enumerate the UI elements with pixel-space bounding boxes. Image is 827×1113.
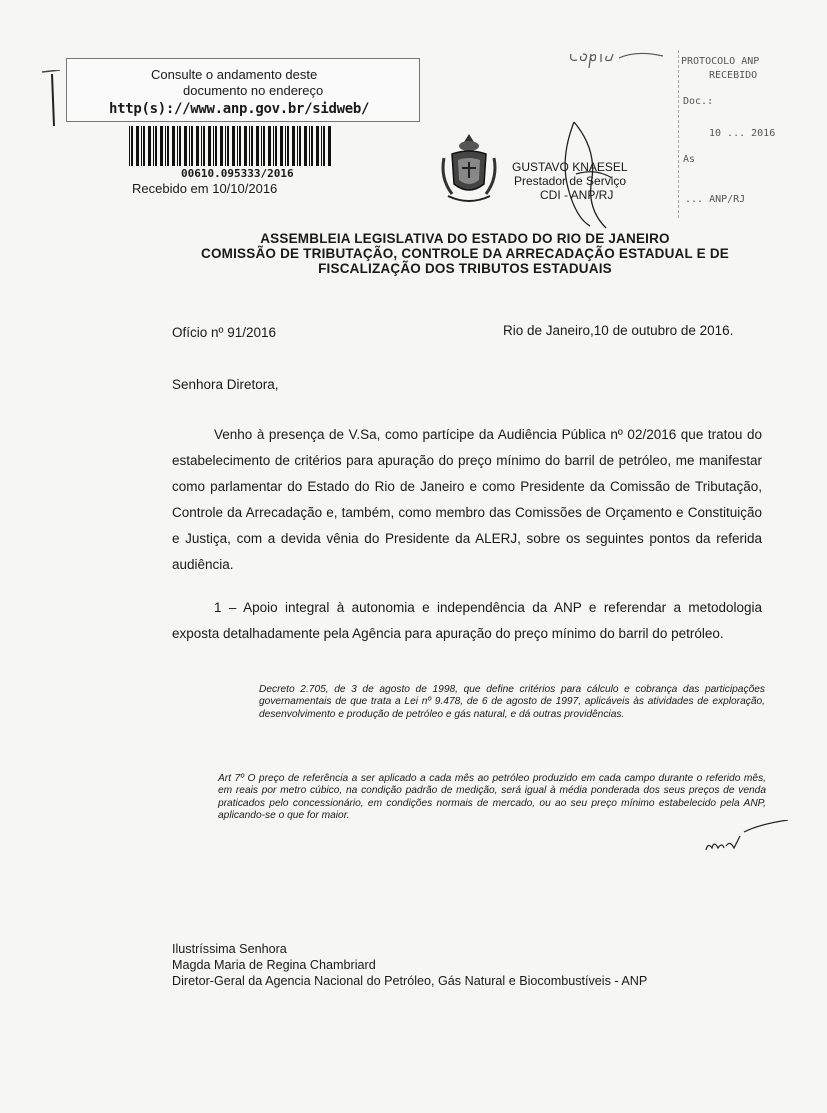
heading-line-2: COMISSÃO DE TRIBUTAÇÃO, CONTROLE DA ARRECADAÇÃO ESTADUAL E DE xyxy=(201,246,729,261)
barcode-bar xyxy=(251,126,253,166)
barcode-bar xyxy=(249,126,250,166)
barcode-bar xyxy=(196,126,199,166)
barcode-bar xyxy=(143,126,145,166)
barcode-bar xyxy=(280,126,283,166)
stamp-unit: CDI - ANP/RJ xyxy=(540,188,614,202)
barcode-bar xyxy=(304,126,307,166)
barcode-bar xyxy=(155,126,157,166)
barcode-bar xyxy=(237,126,238,166)
barcode-bar xyxy=(311,126,313,166)
protocol-title: PROTOCOLO ANP xyxy=(681,56,760,67)
barcode-bar xyxy=(297,126,298,166)
barcode-bar xyxy=(244,126,247,166)
barcode-bar xyxy=(273,126,274,166)
paragraph-1-text: Venho à presença de V.Sa, como partícipe da Audiência Pública nº 02/2016 que tratou do estabelecimento de critérios para apuração do preço mínimo do barril de petróleo, me manifestar como parlamentar do Estado do Rio de Janeiro e como Presidente da Comissão de Tributação, Controle da Arrecadação e, também, como membro das Comissões de Orçamento e Constituição e Justiça, com a devida vênia do Presidente da ALERJ, sobre os seguintes pontos da referida audiência. xyxy=(172,427,762,572)
oficio-number: Ofício nº 91/2016 xyxy=(172,325,276,340)
barcode-bar xyxy=(256,126,259,166)
addressee-line-2: Magda Maria de Regina Chambriard xyxy=(172,958,376,972)
barcode-bar xyxy=(268,126,271,166)
body-paragraph-1 xyxy=(172,422,762,578)
barcode-bar xyxy=(136,126,139,166)
barcode-bar xyxy=(177,126,178,166)
barcode-bar xyxy=(225,126,226,166)
addressee-block xyxy=(172,941,647,989)
barcode-bar xyxy=(239,126,241,166)
addressee-line-3: Diretor-Geral da Agencia Nacional do Petróleo, Gás Natural e Biocombustíveis - ANP xyxy=(172,974,648,988)
body-paragraph-2 xyxy=(172,595,762,675)
barcode-bar xyxy=(131,126,133,166)
letter-date: Rio de Janeiro,10 de outubro de 2016. xyxy=(503,323,734,338)
received-date: Recebido em 10/10/2016 xyxy=(132,181,278,196)
barcode-bar xyxy=(189,126,190,166)
barcode-bar xyxy=(309,126,310,166)
tracking-info-box xyxy=(66,58,420,122)
protocol-footer: ... ANP/RJ xyxy=(685,194,746,205)
barcode-bar xyxy=(184,126,187,166)
protocol-as-label: As xyxy=(683,154,696,165)
barcode-bar xyxy=(232,126,235,166)
protocol-doc-label: Doc.: xyxy=(683,96,714,107)
barcode-bar xyxy=(191,126,193,166)
barcode xyxy=(127,126,331,166)
barcode-bar xyxy=(167,126,169,166)
barcode-bar xyxy=(323,126,325,166)
handwritten-initials xyxy=(700,820,790,860)
barcode-bar xyxy=(220,126,223,166)
heading-line-3: FISCALIZAÇÃO DOS TRIBUTOS ESTADUAIS xyxy=(318,261,612,276)
barcode-bar xyxy=(208,126,211,166)
barcode-bar xyxy=(129,126,130,166)
barcode-bar xyxy=(261,126,262,166)
barcode-number: 00610.095333/2016 xyxy=(181,167,294,180)
article-citation: Art 7º O preço de referência a ser aplicado a cada mês ao petróleo produzido em cada campo durante o referido mês, em reais por metro cúbico, na condição padrão de medição, será igual à média ponderada dos seus preços de venda praticados pelo concessionário, em condições normais de mercado, ou ao seu preço mínimo estabelecido pela ANP, aplicando-se o que for maior. xyxy=(218,773,766,822)
barcode-bar xyxy=(328,126,331,166)
handwritten-copia xyxy=(567,40,667,70)
barcode-bar xyxy=(165,126,166,166)
barcode-bar xyxy=(141,126,142,166)
margin-mark xyxy=(40,70,62,130)
heading-line-1: ASSEMBLEIA LEGISLATIVA DO ESTADO DO RIO DE JANEIRO xyxy=(260,231,670,246)
barcode-bar xyxy=(203,126,205,166)
barcode-bar xyxy=(321,126,322,166)
decree-citation: Decreto 2.705, de 3 de agosto de 1998, que define critérios para cálculo e cobrança das participações governamentais de que trata a Lei nº 9.478, de 6 de agosto de 1997, aplicáveis às atividades de exploração, desenvolvimento e produção de petróleo e gás natural, e dá outras providências. xyxy=(259,684,765,720)
protocol-date: 10 ... 2016 xyxy=(709,128,776,139)
barcode-bar xyxy=(172,126,175,166)
barcode-bar xyxy=(179,126,181,166)
barcode-bar xyxy=(287,126,289,166)
barcode-bar xyxy=(201,126,202,166)
addressee-line-1: Ilustríssima Senhora xyxy=(172,942,287,956)
stamp-name: GUSTAVO KNAESEL xyxy=(512,160,628,174)
barcode-bar xyxy=(148,126,151,166)
barcode-bar xyxy=(213,126,214,166)
barcode-bar xyxy=(292,126,295,166)
tracking-line-2: documento no endereço xyxy=(183,83,324,98)
barcode-bar xyxy=(215,126,217,166)
tracking-line-1: Consulte o andamento deste xyxy=(151,67,318,82)
state-coat-of-arms-icon xyxy=(438,130,500,210)
barcode-bar xyxy=(263,126,265,166)
protocol-received: RECEBIDO xyxy=(709,70,758,81)
letterhead-heading xyxy=(150,231,780,276)
barcode-bar xyxy=(285,126,286,166)
stamp-role: Prestador de Serviço xyxy=(514,174,627,188)
tracking-url[interactable]: http(s)://www.anp.gov.br/sidweb/ xyxy=(109,101,370,117)
protocol-stamp xyxy=(678,50,789,218)
barcode-bar xyxy=(316,126,319,166)
barcode-bar xyxy=(227,126,229,166)
employee-stamp xyxy=(512,160,628,202)
greeting: Senhora Diretora, xyxy=(172,377,279,392)
paragraph-2-text: 1 – Apoio integral à autonomia e independência da ANP e referendar a metodologia exposta detalhadamente pela Agência para apuração do preço mínimo do barril do petróleo. xyxy=(172,600,762,641)
barcode-bar xyxy=(153,126,154,166)
barcode-bar xyxy=(299,126,301,166)
barcode-bar xyxy=(275,126,277,166)
barcode-bar xyxy=(160,126,163,166)
